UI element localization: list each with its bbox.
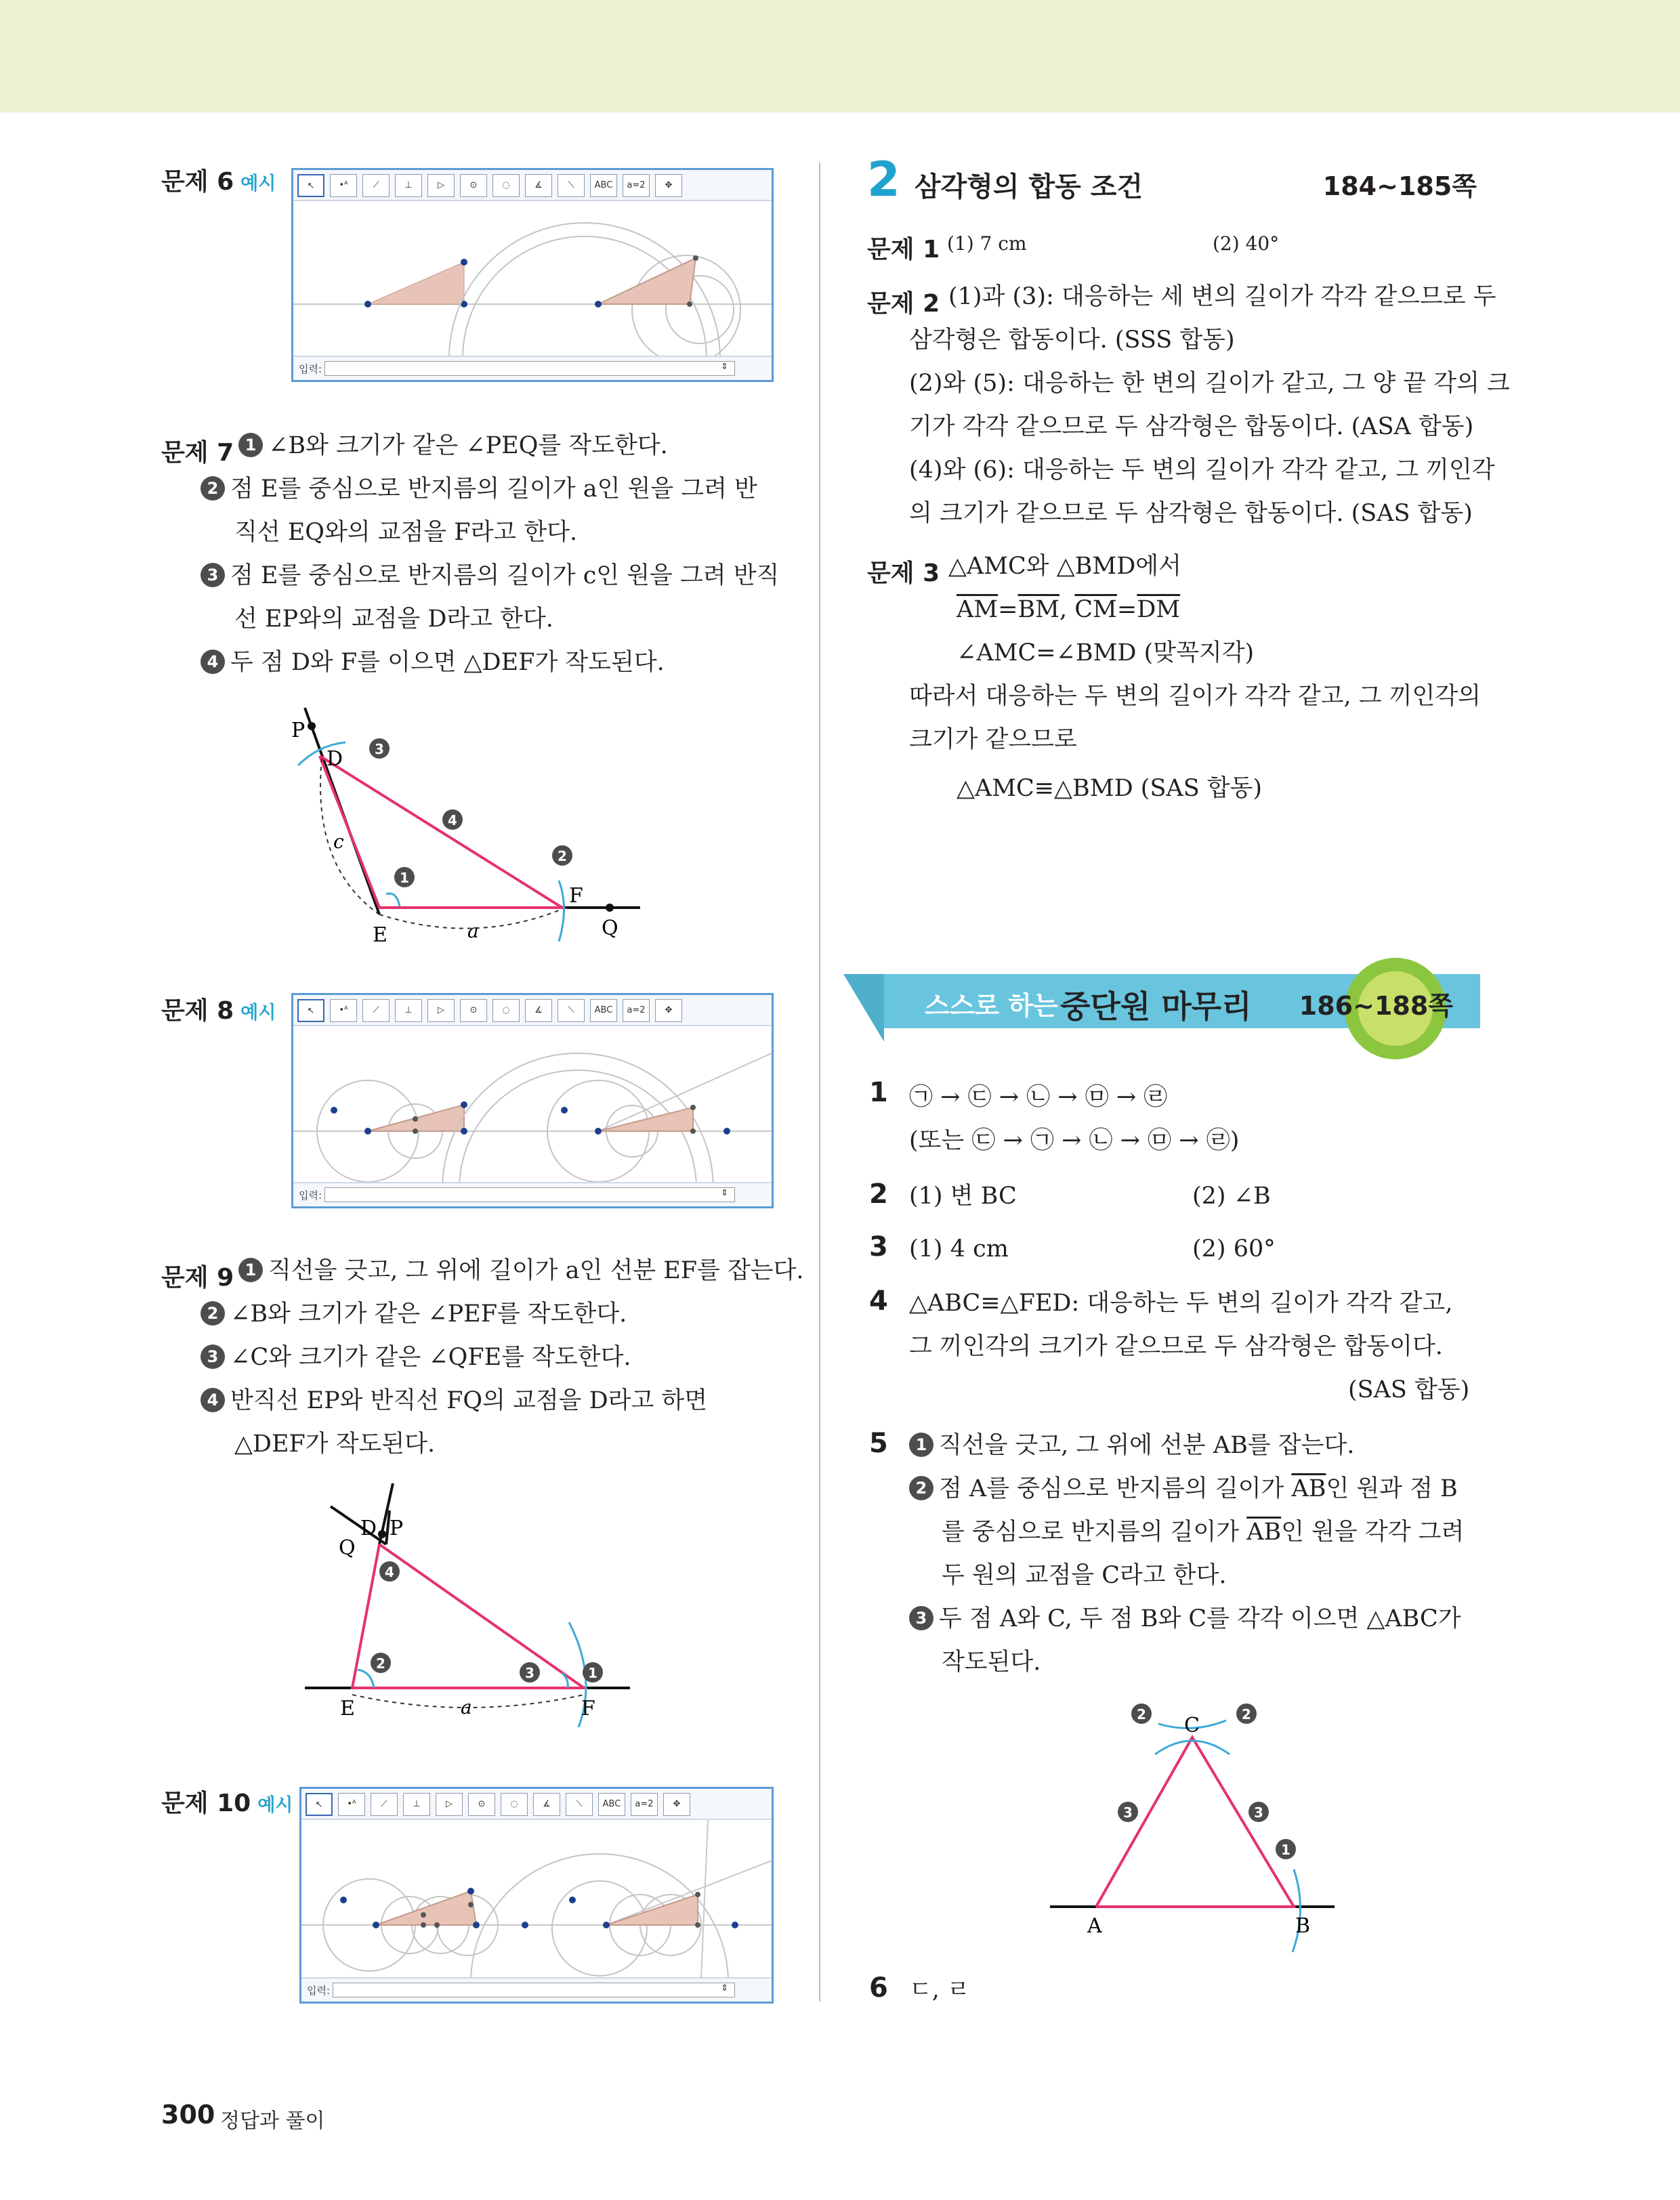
perpendicular-tool-icon[interactable]: ⊥	[403, 1793, 430, 1816]
rq3-line-2: $\overline{AM}=\overline{BM}$, $\overline{CM}=\overline{DM}$	[957, 596, 1181, 623]
fig5-label-C: C	[1184, 1714, 1200, 1737]
move-view-tool-icon[interactable]: ✥	[655, 999, 682, 1022]
fig7-label-P: P	[291, 719, 306, 742]
answer-1-line-2: (또는 ㉢ → ㉠ → ㉡ → ㉤ → ㉣)	[909, 1127, 1240, 1154]
fig7-label-c: c	[333, 830, 344, 853]
fig9-label-P: P	[390, 1517, 404, 1540]
line-tool-icon[interactable]: ⟋	[362, 174, 390, 197]
section-pages: 184~185쪽	[1322, 171, 1477, 201]
fig5-label-A: A	[1087, 1914, 1102, 1938]
fig7-step-2: 2	[558, 848, 567, 864]
input-field[interactable]	[333, 1983, 735, 1997]
fig7-step-3: 3	[375, 741, 384, 757]
geogebra-canvas[interactable]	[293, 1026, 772, 1183]
answer-2-number: 2	[869, 1179, 888, 1210]
q10-label: 문제 10 예시	[161, 1790, 293, 1817]
slider-tool-icon[interactable]: a=2	[631, 1793, 658, 1816]
q9-step-4-cont: △DEF가 작도된다.	[234, 1431, 436, 1458]
move-tool-icon[interactable]: ↖	[297, 174, 324, 197]
rq1-label: 문제 1	[867, 236, 940, 263]
angle-tool-icon[interactable]: ∡	[533, 1793, 560, 1816]
section-2-header	[867, 152, 1477, 207]
perpendicular-tool-icon[interactable]: ⊥	[395, 999, 422, 1022]
q7-step-1: 1 ∠B와 크기가 같은 ∠PEQ를 작도한다.	[238, 424, 668, 467]
q7-step-3: 3 점 E를 중심으로 반지름의 길이가 c인 원을 그려 반직	[201, 554, 779, 597]
fig7-label-D: D	[327, 747, 343, 771]
line-tool-icon[interactable]: ⟋	[371, 1793, 398, 1816]
rq3-line-5: 크기가 같으므로	[909, 726, 1077, 753]
q7-step-2: 2 점 E를 중심으로 반지름의 길이가 a인 원을 그려 반	[201, 467, 757, 511]
reflect-tool-icon[interactable]: ⟍	[558, 999, 585, 1022]
answer-5-number: 5	[869, 1428, 888, 1459]
rq2-line-1: (1)과 (3): 대응하는 세 변의 길이가 각각 같으므로 두	[948, 283, 1496, 310]
geogebra-canvas[interactable]	[293, 201, 772, 357]
answer-5-step-1: 1 직선을 긋고, 그 위에 선분 AB를 잡는다.	[909, 1424, 1354, 1467]
input-dropdown-icon[interactable]: ⇕	[721, 1983, 728, 1993]
section-title: 삼각형의 합동 조건	[915, 171, 1143, 203]
slider-tool-icon[interactable]: a=2	[623, 174, 650, 197]
angle-tool-icon[interactable]: ∡	[525, 174, 552, 197]
input-label: 입력:	[299, 1189, 322, 1202]
fig9-step-3: 3	[525, 1665, 534, 1681]
geogebra-toolbar	[293, 995, 772, 1026]
fig9-step-4: 4	[385, 1564, 394, 1580]
answer-5-step-2-cont2: 두 원의 교점을 C라고 한다.	[942, 1562, 1227, 1589]
reflect-tool-icon[interactable]: ⟍	[558, 174, 585, 197]
banner-prefix: 스스로 하는	[925, 991, 1058, 1021]
ellipse-tool-icon[interactable]: ◌	[501, 1793, 528, 1816]
fig7-label-E: E	[373, 923, 387, 947]
banner-bar	[884, 974, 1480, 1028]
rq2-label: 문제 2	[867, 290, 940, 318]
answer-3-part-1: (1) 4 cm	[909, 1235, 1009, 1263]
fig5-step-3-left: 3	[1123, 1804, 1133, 1821]
answer-4-line-1: △ABC≡△FED: 대응하는 두 변의 길이가 각각 같고,	[909, 1290, 1453, 1317]
perpendicular-tool-icon[interactable]: ⊥	[395, 174, 422, 197]
fig9-step-1: 1	[588, 1665, 597, 1681]
rq1-answer-1: (1) 7 cm	[947, 232, 1027, 255]
text-tool-icon[interactable]: ABC	[590, 999, 617, 1022]
q8-label: 문제 8 예시	[161, 997, 276, 1025]
q10-geogebra-window[interactable]	[299, 1787, 774, 2004]
answer-1-number: 1	[869, 1077, 888, 1108]
fig5-step-3-right: 3	[1254, 1804, 1263, 1821]
rq2-line-6: 의 크기가 같으므로 두 삼각형은 합동이다. (SAS 합동)	[909, 500, 1473, 527]
rq3-line-3: ∠AMC=∠BMD (맞꼭지각)	[957, 639, 1255, 667]
q8-example-tag: 예시	[240, 1002, 276, 1023]
text-tool-icon[interactable]: ABC	[590, 174, 617, 197]
rq3-line-6: △AMC≡△BMD (SAS 합동)	[957, 775, 1263, 802]
polygon-tool-icon[interactable]: ▷	[427, 999, 455, 1022]
point-tool-icon[interactable]: •ᴬ	[330, 999, 357, 1022]
footer-title: 정답과 풀이	[220, 2109, 325, 2133]
reflect-tool-icon[interactable]: ⟍	[566, 1793, 593, 1816]
q7-step-3-cont: 선 EP와의 교점을 D라고 한다.	[234, 606, 553, 633]
geogebra-toolbar	[301, 1789, 772, 1820]
fig9-label-E: E	[340, 1697, 355, 1720]
fig9-label-F: F	[581, 1697, 595, 1720]
answer-4-line-2: 그 끼인각의 크기가 같으므로 두 삼각형은 합동이다.	[909, 1333, 1443, 1360]
answer-1-line-1: ㉠ → ㉢ → ㉡ → ㉤ → ㉣	[909, 1084, 1168, 1111]
input-field[interactable]	[324, 1187, 735, 1202]
input-dropdown-icon[interactable]: ⇕	[721, 362, 728, 372]
q9-step-1: 1 직선을 긋고, 그 위에 길이가 a인 선분 EF를 잡는다.	[238, 1249, 804, 1292]
geogebra-input-bar[interactable]	[293, 1182, 772, 1206]
q7-step-2-cont: 직선 EQ와의 교점을 F라고 한다.	[234, 519, 578, 546]
q8-geogebra-window[interactable]	[291, 993, 774, 1208]
geogebra-canvas[interactable]	[301, 1820, 772, 1979]
answer-5-step-3-cont: 작도된다.	[942, 1649, 1041, 1676]
answer-5-step-3: 3 두 점 A와 C, 두 점 B와 C를 각각 이으면 △ABC가	[909, 1597, 1461, 1641]
geogebra-input-bar[interactable]	[301, 1977, 772, 2002]
answer-4-line-3: (SAS 합동)	[1348, 1376, 1470, 1403]
banner-pages: 186~188쪽	[1299, 991, 1453, 1021]
answer-6-text: ㄷ, ㄹ	[909, 1976, 970, 2004]
page-number: 300	[161, 2100, 215, 2130]
answer-6-number: 6	[869, 1972, 888, 2004]
input-field[interactable]	[324, 361, 735, 376]
fig7-step-1: 1	[400, 870, 409, 886]
geogebra-input-bar[interactable]	[293, 356, 772, 380]
fig5-step-1: 1	[1281, 1842, 1290, 1858]
angle-tool-icon[interactable]: ∡	[525, 999, 552, 1022]
fig5-label-B: B	[1295, 1914, 1311, 1938]
answer-5-construction-figure	[1043, 1687, 1355, 1958]
section-number: 2	[867, 152, 900, 207]
fig9-label-Q: Q	[339, 1536, 356, 1560]
answer-2-part-1: (1) 변 BC	[909, 1183, 1017, 1210]
q7-label: 문제 7	[161, 439, 234, 467]
column-divider	[819, 163, 820, 2002]
q7-construction-figure	[271, 691, 650, 948]
fig7-step-4: 4	[448, 812, 457, 828]
rq2-line-3: (2)와 (5): 대응하는 한 변의 길이가 같고, 그 양 끝 각의 크	[909, 370, 1510, 397]
move-tool-icon[interactable]: ↖	[297, 999, 324, 1022]
rq2-line-2: 삼각형은 합동이다. (SSS 합동)	[909, 326, 1235, 354]
q9-construction-figure	[298, 1477, 650, 1727]
q6-label: 문제 6 예시	[161, 168, 276, 196]
circle-tool-icon[interactable]: ⊙	[460, 174, 487, 197]
move-tool-icon[interactable]: ↖	[306, 1793, 333, 1816]
rq2-line-5: (4)와 (6): 대응하는 두 변의 길이가 각각 같고, 그 끼인각	[909, 457, 1495, 484]
rq2-line-4: 기가 각각 같으므로 두 삼각형은 합동이다. (ASA 합동)	[909, 413, 1474, 440]
answer-5-step-2-cont: 를 중심으로 반지름의 길이가 $\overline{AB}$인 원을 각각 그려	[942, 1519, 1465, 1546]
answer-3-part-2: (2) 60°	[1192, 1235, 1276, 1263]
circle-tool-icon[interactable]: ⊙	[468, 1793, 495, 1816]
polygon-tool-icon[interactable]: ▷	[436, 1793, 463, 1816]
fig7-label-Q: Q	[602, 916, 618, 940]
slider-tool-icon[interactable]: a=2	[623, 999, 650, 1022]
q7-step-4: 4 두 점 D와 F를 이으면 △DEF가 작도된다.	[201, 641, 665, 684]
circle-tool-icon[interactable]: ⊙	[460, 999, 487, 1022]
move-view-tool-icon[interactable]: ✥	[655, 174, 682, 197]
point-tool-icon[interactable]: •ᴬ	[330, 174, 357, 197]
rq1-answer-2: (2) 40°	[1213, 232, 1280, 255]
q9-step-3: 3 ∠C와 크기가 같은 ∠QFE를 작도한다.	[201, 1336, 631, 1379]
fig5-step-2-right: 2	[1242, 1706, 1251, 1722]
q6-example-tag: 예시	[240, 173, 276, 194]
rq3-label: 문제 3	[867, 559, 940, 587]
q6-geogebra-window[interactable]	[291, 168, 774, 382]
input-dropdown-icon[interactable]: ⇕	[721, 1188, 728, 1198]
q10-example-tag: 예시	[257, 1795, 293, 1816]
rq3-line-1: △AMC와 △BMD에서	[948, 553, 1181, 580]
answer-3-number: 3	[869, 1231, 888, 1263]
text-tool-icon[interactable]: ABC	[598, 1793, 625, 1816]
answer-4-number: 4	[869, 1286, 888, 1317]
polygon-tool-icon[interactable]: ▷	[427, 174, 455, 197]
answer-5-step-2: 2 점 A를 중심으로 반지름의 길이가 $\overline{AB}$인 원과 점 B	[909, 1467, 1458, 1510]
fig9-label-D: D	[360, 1517, 377, 1540]
banner-fold	[843, 974, 884, 1042]
fig5-step-2-left: 2	[1137, 1706, 1146, 1722]
geogebra-toolbar	[293, 170, 772, 201]
rq3-line-4: 따라서 대응하는 두 변의 길이가 각각 같고, 그 끼인각의	[909, 683, 1481, 710]
chapter-review-banner	[843, 974, 1480, 1042]
answer-2-part-2: (2) ∠B	[1192, 1183, 1271, 1210]
top-band	[0, 0, 1680, 112]
move-view-tool-icon[interactable]: ✥	[663, 1793, 690, 1816]
fig7-label-F: F	[569, 884, 583, 908]
point-tool-icon[interactable]: •ᴬ	[338, 1793, 365, 1816]
ellipse-tool-icon[interactable]: ◌	[492, 999, 520, 1022]
fig7-label-a: a	[467, 920, 479, 942]
q9-label: 문제 9	[161, 1264, 234, 1292]
fig9-step-2: 2	[376, 1655, 385, 1672]
q9-step-2: 2 ∠B와 크기가 같은 ∠PEF를 작도한다.	[201, 1292, 627, 1336]
fig9-label-a: a	[461, 1696, 472, 1718]
ellipse-tool-icon[interactable]: ◌	[492, 174, 520, 197]
banner-title: 중단원 마무리	[1060, 988, 1252, 1025]
q9-step-4: 4 반직선 EP와 반직선 FQ의 교점을 D라고 하면	[201, 1379, 707, 1422]
input-label: 입력:	[299, 363, 322, 375]
line-tool-icon[interactable]: ⟋	[362, 999, 390, 1022]
input-label: 입력:	[307, 1985, 331, 1997]
